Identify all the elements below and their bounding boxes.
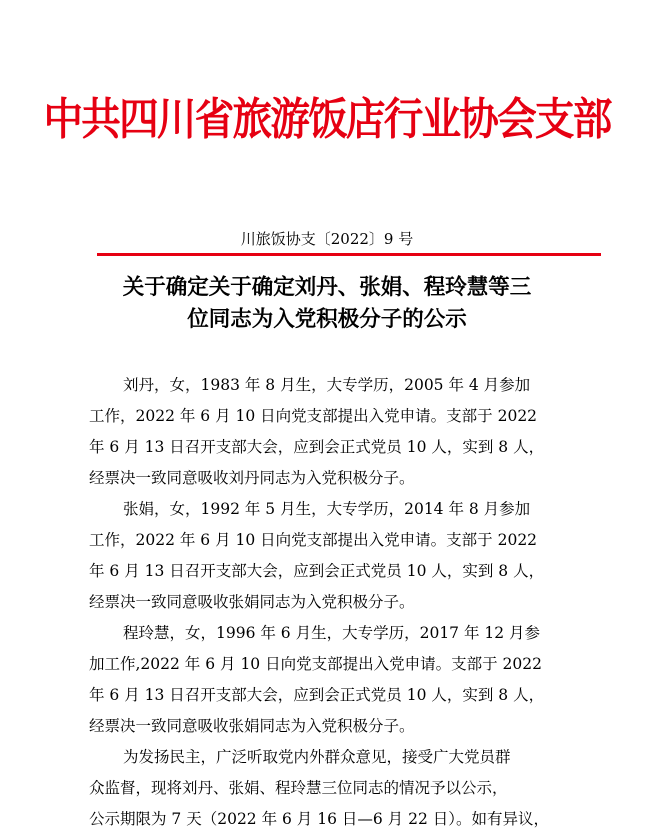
text-line: 年 6 月 13 日召开支部大会，应到会正式党员 10 人，实到 8 人，	[89, 438, 545, 456]
text-line: 加工作,2022 年 6 月 10 日向党支部提出入党申请。支部于 2022	[89, 655, 542, 673]
text-line: 张娟，女，1992 年 5 月生，大专学历，2014 年 8 月参加	[123, 500, 531, 518]
paragraph-chenglinghui	[89, 618, 559, 742]
text-line: 程玲慧，女，1996 年 6 月生，大专学历，2017 年 12 月参	[123, 624, 541, 642]
red-divider-rule	[97, 253, 601, 256]
text-line: 众监督，现将刘丹、张娟、程玲慧三位同志的情况予以公示，	[89, 779, 508, 797]
text-line: 经票决一致同意吸收张娟同志为入党积极分子。	[89, 717, 415, 735]
text-line: 公示期限为 7 天（2022 年 6 月 16 日—6 月 22 日）。如有异议，	[89, 810, 549, 828]
document-body	[89, 370, 559, 835]
text-line: 工作，2022 年 6 月 10 日向党支部提出入党申请。支部于 2022	[89, 407, 538, 425]
heading-line-2: 位同志为入党积极分子的公示	[187, 307, 467, 332]
text-line: 经票决一致同意吸收张娟同志为入党积极分子。	[89, 593, 415, 611]
paragraph-liudan	[89, 370, 559, 494]
text-line: 工作，2022 年 6 月 10 日向党支部提出入党申请。支部于 2022	[89, 531, 538, 549]
paragraph-publicity-notice	[89, 742, 559, 835]
text-line: 年 6 月 13 日召开支部大会，应到会正式党员 10 人，实到 8 人，	[89, 686, 545, 704]
document-number: 川旅饭协支〔2022〕9 号	[240, 230, 414, 248]
organization-title: 中共四川省旅游饭店行业协会支部	[43, 94, 611, 145]
text-line: 刘丹，女，1983 年 8 月生，大专学历，2005 年 4 月参加	[123, 376, 531, 394]
paragraph-zhangjuan	[89, 494, 559, 618]
heading-line-1: 关于确定关于确定刘丹、张娟、程玲慧等三	[122, 275, 532, 300]
text-line: 经票决一致同意吸收刘丹同志为入党积极分子。	[89, 469, 415, 487]
text-line: 年 6 月 13 日召开支部大会，应到会正式党员 10 人，实到 8 人，	[89, 562, 545, 580]
document-heading	[75, 272, 579, 336]
text-line: 为发扬民主，广泛听取党内外群众意见，接受广大党员群	[123, 748, 511, 766]
